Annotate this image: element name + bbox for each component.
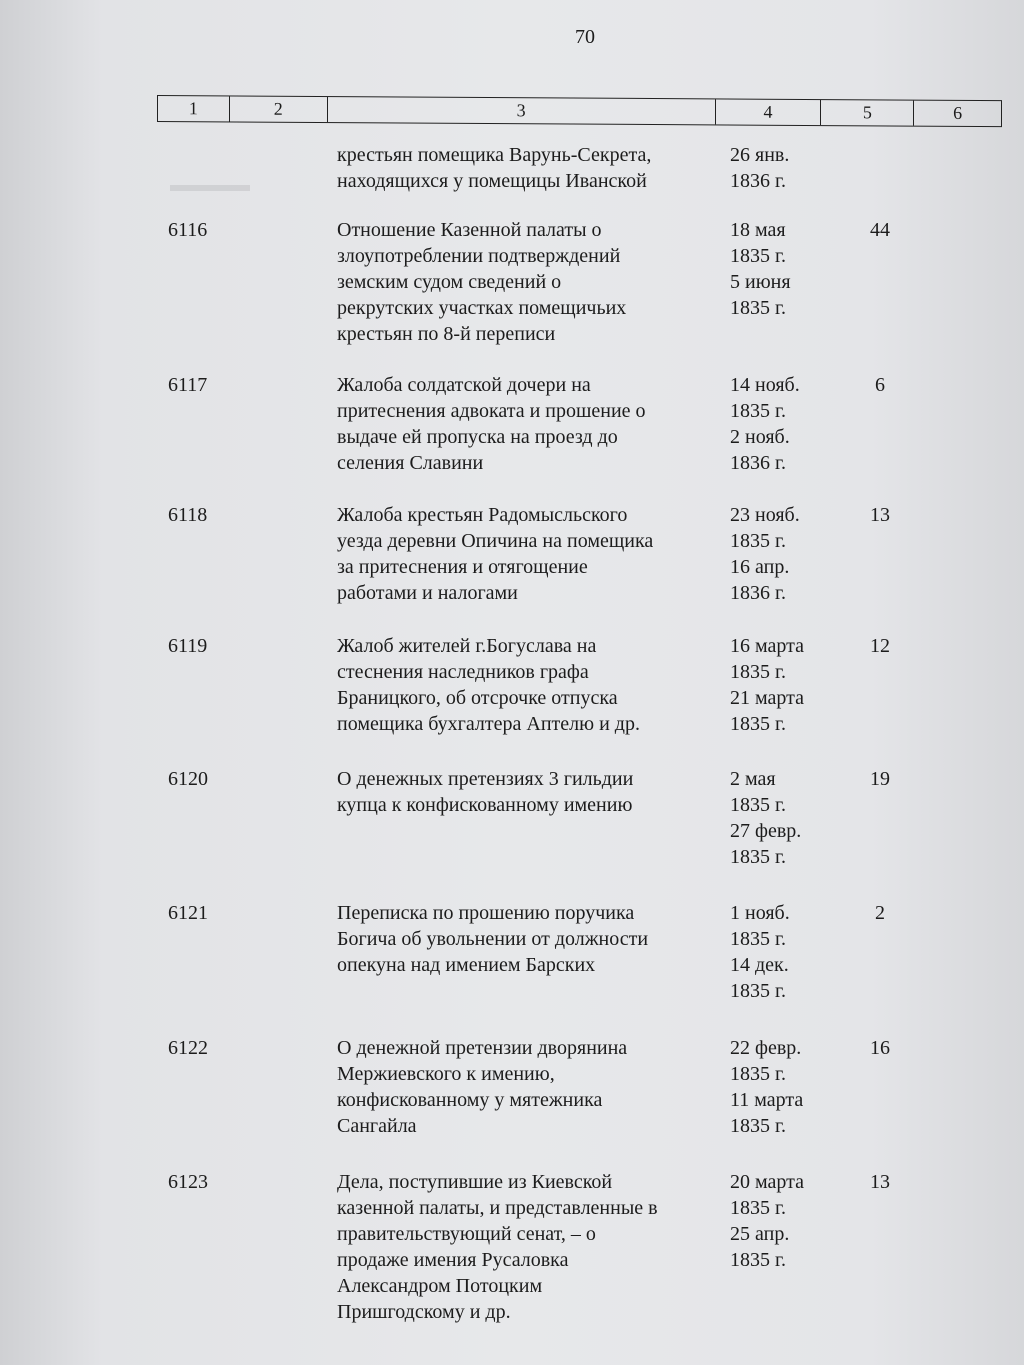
header-col-3: 3 — [328, 97, 716, 124]
row-date: 23 нояб. 1835 г. 16 апр. 1836 г. — [730, 504, 800, 604]
row-date: 16 марта 1835 г. 21 марта 1835 г. — [730, 635, 804, 735]
row-pages: 6 — [875, 374, 885, 396]
row-date: 18 мая 1835 г. 5 июня 1835 г. — [730, 219, 791, 319]
row-pages: 13 — [870, 1171, 890, 1193]
row-title: крестьян помещика Варунь-Секрета, находящихся у помещицы Иванской — [337, 144, 652, 192]
row-title: О денежной претензии дворянина Мержиевского к имению, конфискованному у мятежника Сангайла — [337, 1037, 628, 1137]
row-pages: 44 — [870, 219, 890, 241]
row-title: Жалоб жителей г.Богуслава на стеснения наследников графа Браницкого, об отсрочке отпуска помещика бухгалтера Аптелю и др. — [337, 635, 640, 735]
header-col-2: 2 — [230, 96, 328, 122]
header-col-6: 6 — [953, 102, 963, 123]
row-date: 22 февр. 1835 г. 11 марта 1835 г. — [730, 1037, 804, 1137]
row-pages: 13 — [870, 504, 890, 526]
row-number: 6119 — [168, 635, 208, 657]
header-col-4: 4 — [716, 99, 822, 125]
row-title: О денежных претензиях 3 гильдии купца к конфискованному имению — [337, 768, 634, 816]
row-number: 6123 — [168, 1171, 208, 1193]
row-title: Дела, поступившие из Киевской казенной палаты, и представленные в правительствующий сенат, – о продаже имения Русаловка Александром Потоцким Пришгодскому и др. — [337, 1171, 658, 1323]
row-date: 1 нояб. 1835 г. 14 дек. 1835 г. — [730, 902, 790, 1002]
row-number: 6117 — [168, 374, 208, 396]
row-number: 6122 — [168, 1037, 208, 1059]
row-date: 14 нояб. 1835 г. 2 нояб. 1836 г. — [730, 374, 800, 474]
row-title: Жалоба крестьян Радомысльского уезда деревни Опичина на помещика за притеснения и отягощение работами и налогами — [337, 504, 654, 604]
row-number: 6121 — [168, 902, 208, 924]
row-title: Жалоба солдатской дочери на притеснения адвоката и прошение о выдаче ей пропуска на проезд до селения Славини — [337, 374, 646, 474]
header-col-5: 5 — [821, 100, 914, 126]
row-pages: 2 — [875, 902, 885, 924]
row-title: Переписка по прошению поручика Богича об увольнении от должности опекуна над имением Барских — [337, 902, 649, 976]
row-date: 26 янв. 1836 г. — [730, 144, 790, 192]
row-date: 20 марта 1835 г. 25 апр. 1835 г. — [730, 1171, 804, 1271]
row-pages: 19 — [870, 768, 890, 790]
row-number: 6120 — [168, 768, 208, 790]
page-number: 70 — [575, 26, 595, 48]
row-number: 6118 — [168, 504, 208, 526]
row-pages: 12 — [870, 635, 890, 657]
row-number: 6116 — [168, 219, 208, 241]
header-col-1: 1 — [158, 96, 230, 121]
row-title: Отношение Казенной палаты о злоупотреблении подтверждений земским судом сведений о рекрутских участках помещичьих крестьян по 8-й переписи — [337, 219, 627, 345]
bleed-through: ▬▬▬▬ — [170, 174, 250, 196]
row-date: 2 мая 1835 г. 27 февр. 1835 г. — [730, 768, 802, 868]
row-pages: 16 — [870, 1037, 890, 1059]
